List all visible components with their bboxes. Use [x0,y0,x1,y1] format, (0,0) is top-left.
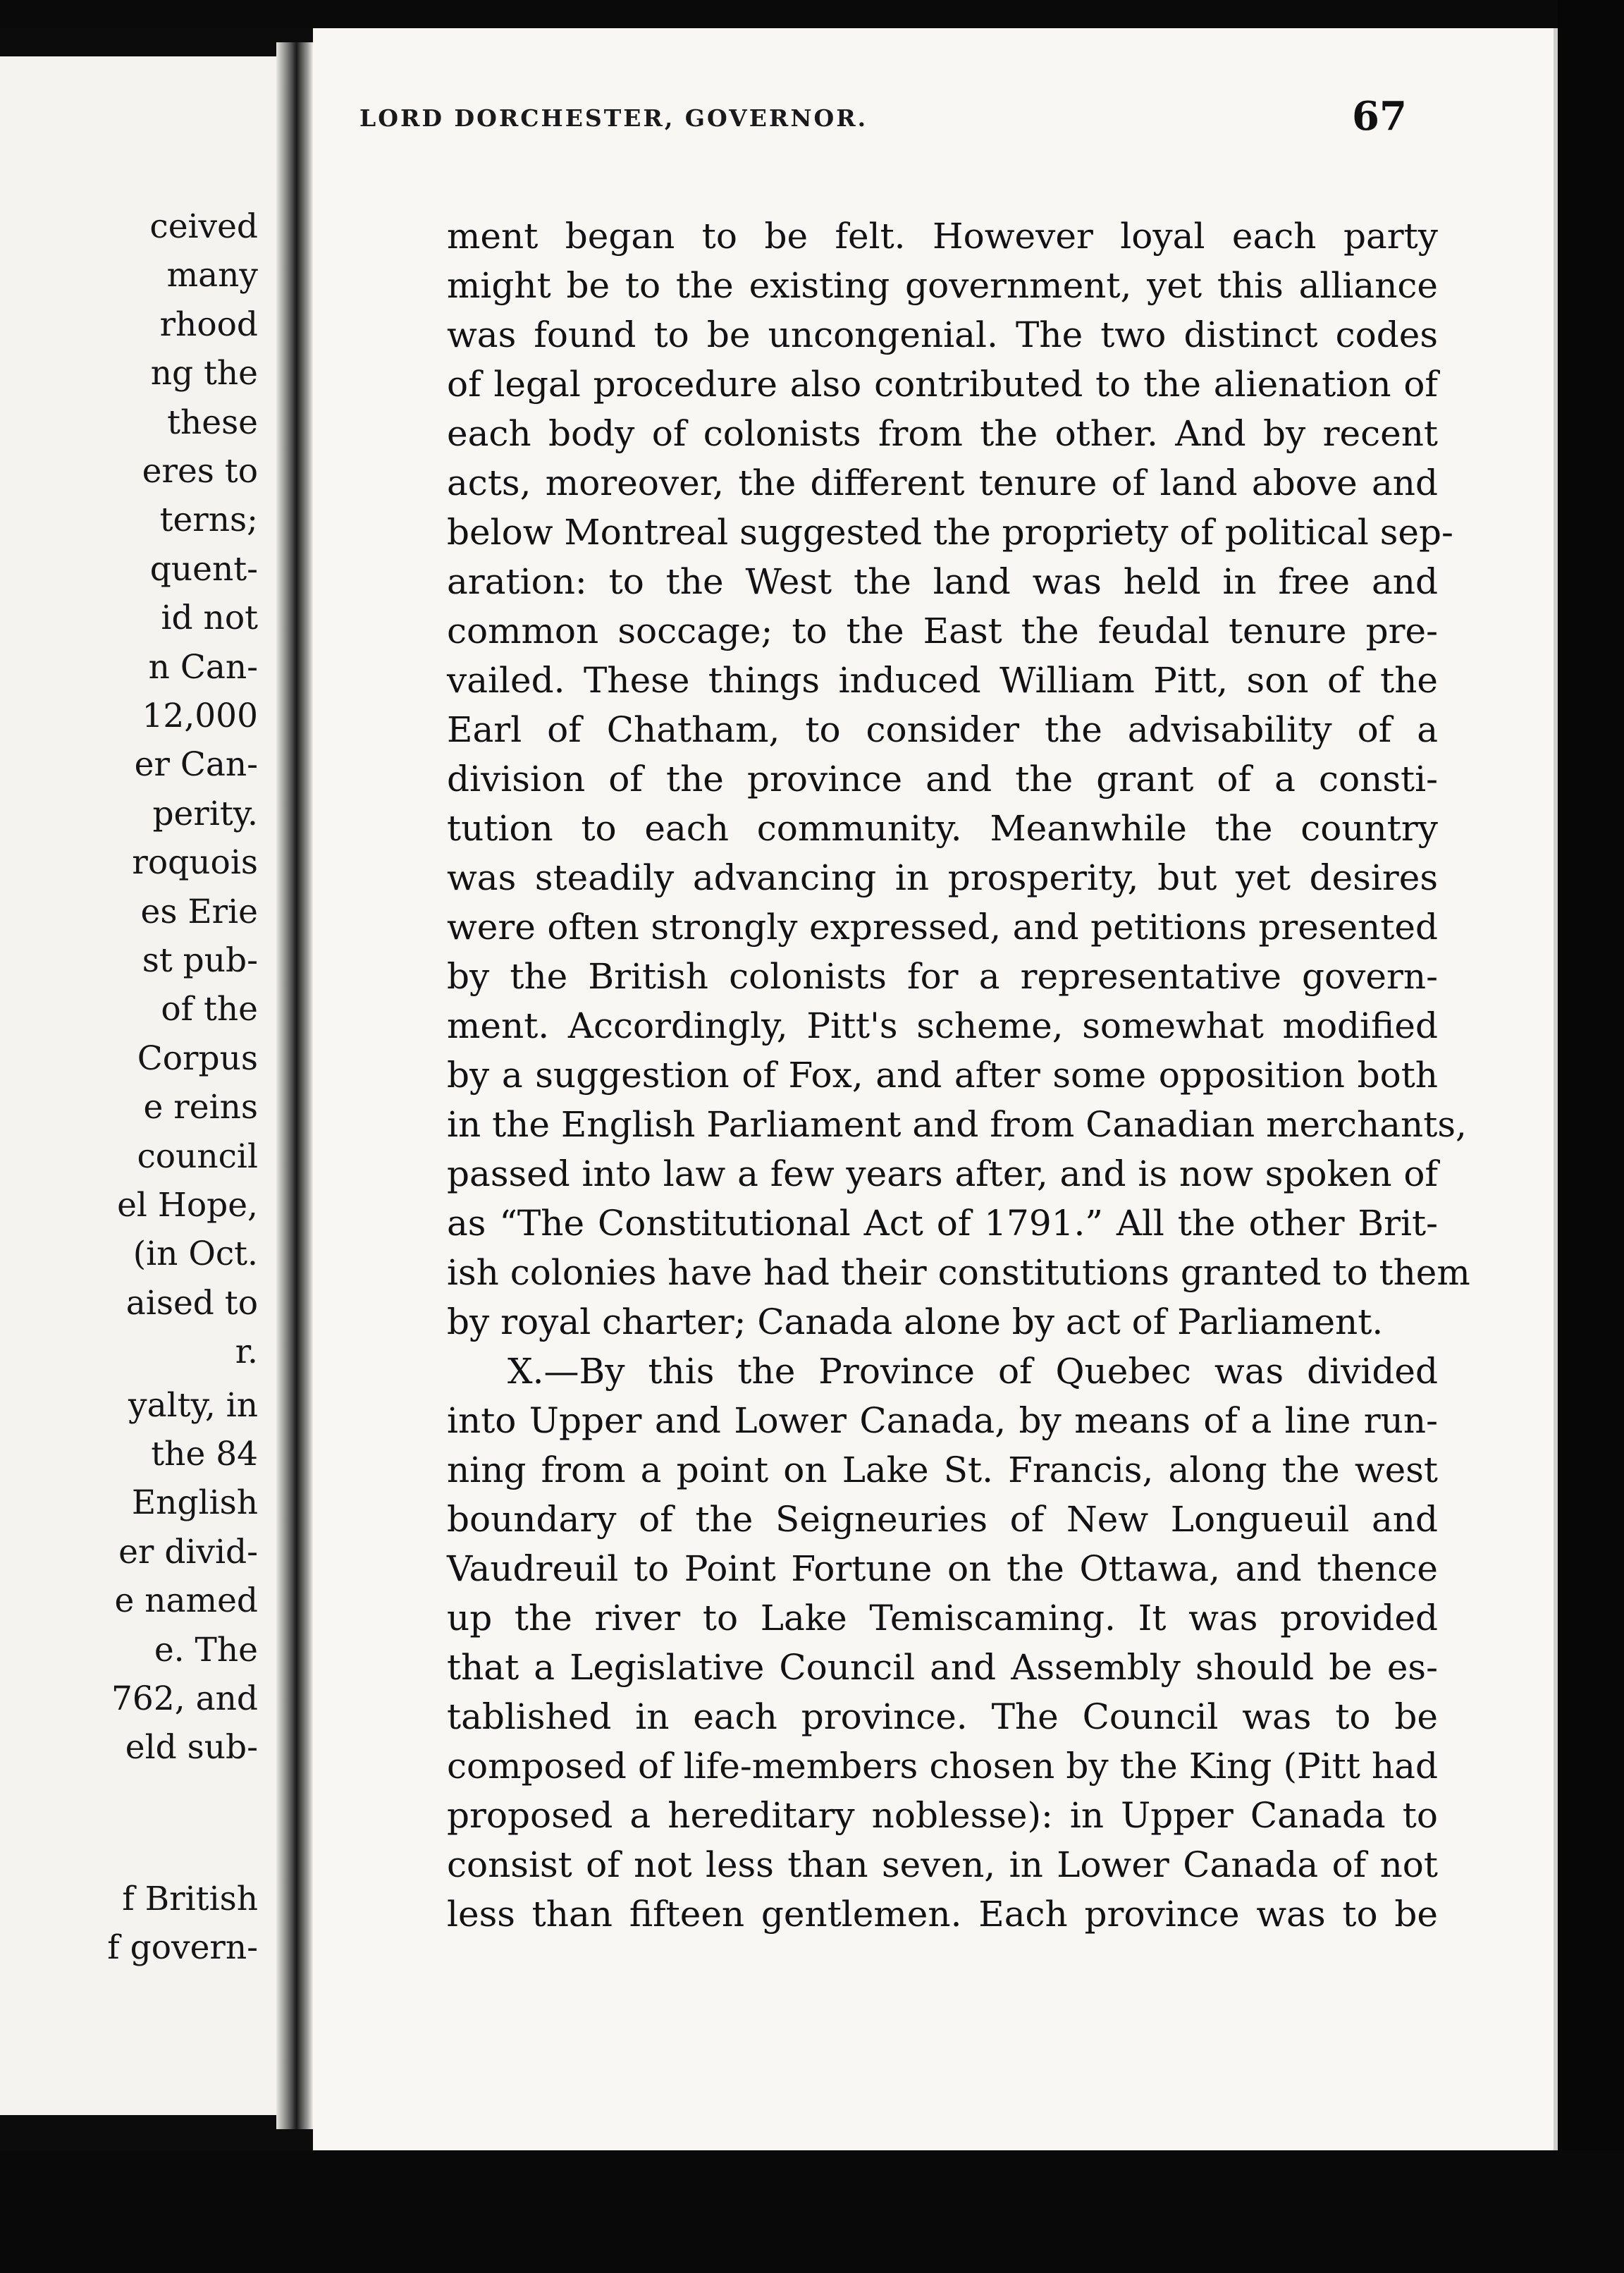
left-page-line: (in Oct. [133,1234,258,1273]
body-line: into Upper and Lower Canada, by means of a line run- [447,1400,1438,1441]
left-page-line: yalty, in [128,1386,258,1425]
left-page-fragment [0,56,276,2115]
left-page-line: the 84 [151,1435,258,1474]
body-line-paragraph-start: X.—By this the Province of Quebec was divided [508,1351,1438,1392]
body-line: up the river to Lake Temiscaming. It was provided [447,1598,1438,1638]
left-page-line: st pub- [142,941,258,980]
body-line: consist of not less than seven, in Lower Canada of not [447,1844,1438,1885]
body-line: acts, moreover, the different tenure of land above and [447,462,1438,503]
body-line: ish colonies have had their constitutions granted to them [447,1252,1470,1293]
left-page-line: er Can- [134,745,258,784]
left-page-line: aised to [125,1284,258,1323]
left-page-line: f British [122,1880,258,1918]
body-line: was steadily advancing in prosperity, but yet desires [447,857,1438,898]
body-line: in the English Parliament and from Canadian merchants, [447,1104,1467,1145]
left-page-line: roquois [132,843,258,882]
body-line: was found to be uncongenial. The two distinct codes [447,314,1438,355]
body-line: vailed. These things induced William Pitt, son of the [447,660,1438,701]
left-page-line: es Erie [140,893,258,931]
left-page-line: rhood [159,305,258,344]
left-page-line: many [166,256,258,295]
body-line: were often strongly expressed, and petitions presented [447,907,1438,948]
left-page-line: ng the [150,354,258,393]
body-line: tablished in each province. The Council was to be [447,1696,1438,1737]
left-page-line: 12,000 [142,697,258,735]
right-scan-border [1558,0,1624,2273]
body-line: less than fifteen gentlemen. Each province was to be [447,1894,1438,1935]
left-page-line: f govern- [107,1928,258,1967]
left-page-line: e. The [154,1631,258,1669]
left-page-line: r. [235,1332,258,1371]
body-line: that a Legislative Council and Assembly should be es- [447,1647,1438,1688]
body-line: passed into law a few years after, and is now spoken of [447,1153,1438,1194]
body-line: aration: to the West the land was held in free and [447,561,1438,602]
body-line: proposed a hereditary noblesse): in Upper Canada to [447,1795,1438,1836]
left-page-line: council [137,1137,258,1176]
page-number: 67 [1352,93,1407,140]
body-line: of legal procedure also contributed to the alienation of [447,364,1438,405]
body-line: ment began to be felt. However loyal each party [447,216,1438,257]
left-page-line: e named [114,1581,258,1620]
left-page-line: ceived [149,207,258,246]
body-line: below Montreal suggested the propriety of political sep- [447,512,1453,553]
body-line: ment. Accordingly, Pitt's scheme, somewhat modified [447,1005,1438,1046]
top-scan-border [0,0,1624,28]
body-line: composed of life-members chosen by the King (Pitt had [447,1746,1438,1787]
left-page-line: n Can- [148,648,258,687]
body-line: division of the province and the grant of a consti- [447,759,1438,799]
body-line: by a suggestion of Fox, and after some opposition both [447,1055,1438,1096]
body-line: by royal charter; Canada alone by act of Parliament. [447,1301,1384,1342]
left-page-line: these [167,403,258,442]
left-page-line: terns; [159,501,258,539]
body-line: tution to each community. Meanwhile the country [447,808,1438,849]
body-line: each body of colonists from the other. And by recent [447,413,1438,454]
left-page-line: 762, and [111,1679,258,1718]
body-line: by the British colonists for a representative govern- [447,956,1438,997]
body-line: as “The Constitutional Act of 1791.” All the other Brit- [447,1203,1438,1244]
left-page-line: English [131,1483,258,1522]
left-page-line: er divid- [118,1533,258,1572]
left-page-line: perity. [152,795,258,833]
bottom-scan-border [0,2150,1624,2273]
left-page-line: Corpus [137,1039,258,1078]
body-line: Earl of Chatham, to consider the advisability of a [447,709,1438,750]
left-page-line: eres to [142,452,258,491]
body-line: Vaudreuil to Point Fortune on the Ottawa, and thence [447,1548,1438,1589]
running-head: LORD DORCHESTER, GOVERNOR. [359,104,868,132]
left-page-line: eld sub- [125,1728,258,1767]
body-line: might be to the existing government, yet this alliance [447,265,1438,306]
body-line: ning from a point on Lake St. Francis, along the west [447,1450,1438,1490]
body-line: common soccage; to the East the feudal tenure pre- [447,611,1438,651]
book-gutter [276,42,313,2129]
left-page-line: e reins [143,1088,258,1127]
left-page-line: quent- [149,550,258,589]
left-page-line: el Hope, [117,1186,258,1225]
left-page-line: id not [161,599,258,637]
body-line: boundary of the Seigneuries of New Longueuil and [447,1499,1438,1540]
left-page-line: of the [161,990,258,1029]
